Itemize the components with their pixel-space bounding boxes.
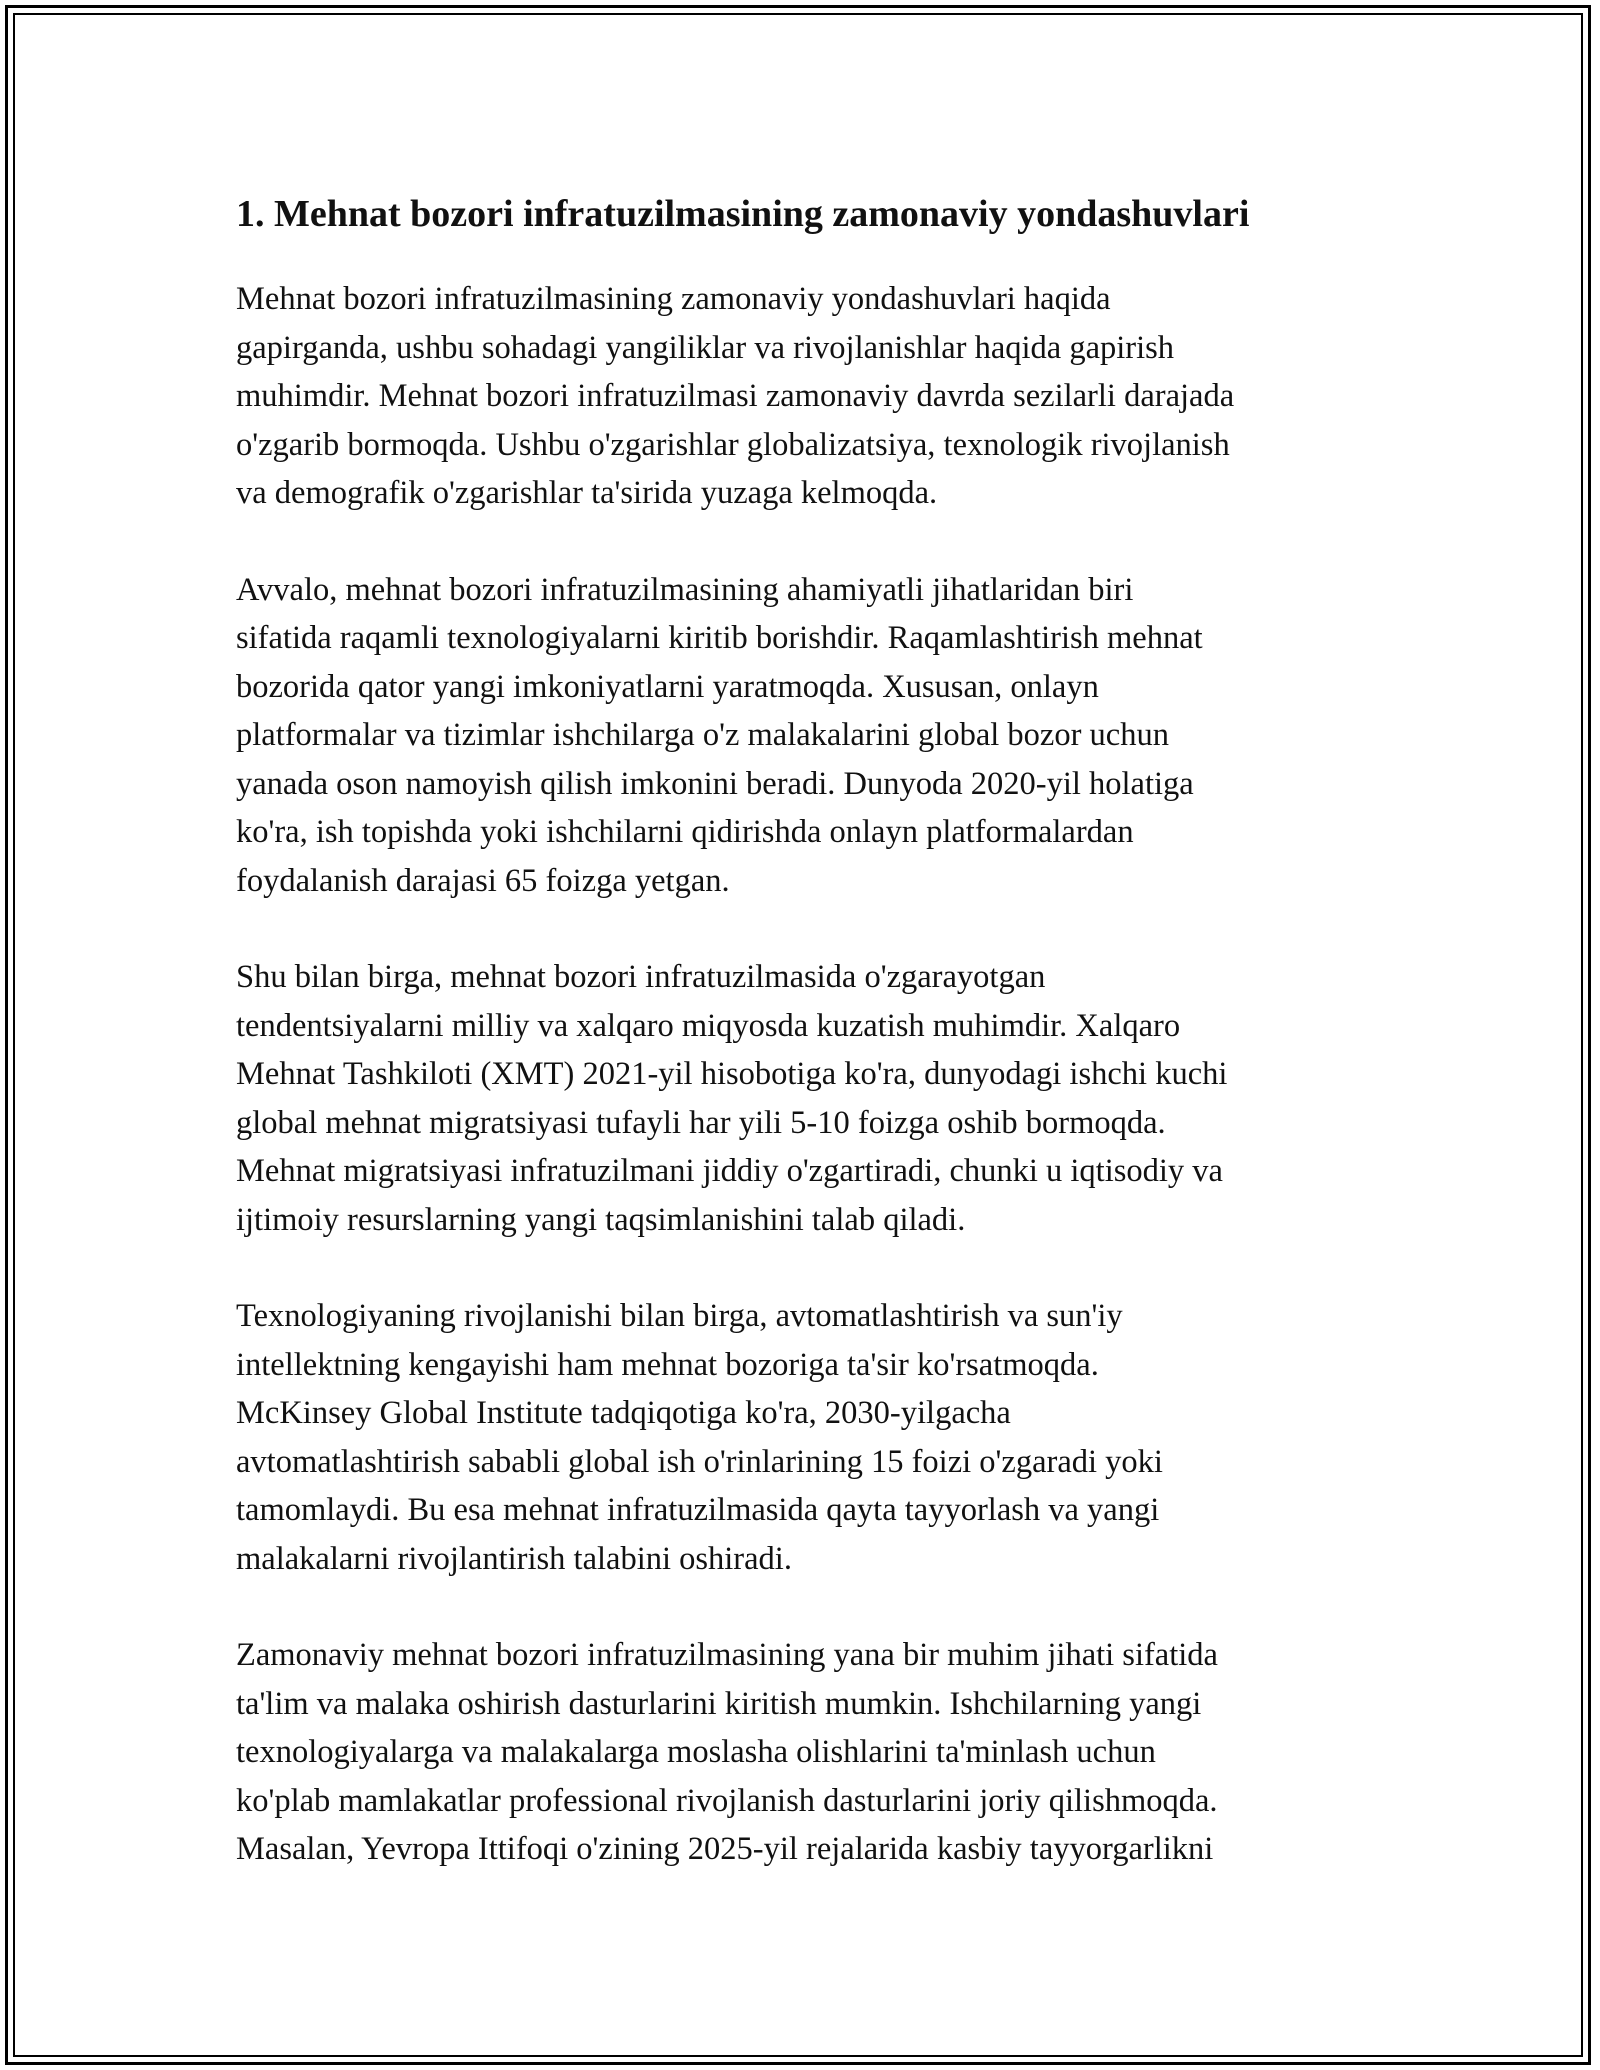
paragraph-1: Mehnat bozori infratuzilmasining zamonaviy yondashuvlari haqida gapirganda, ushbu sohadagi yangiliklar va rivojlanishlar haqida gapirish muhimdir. Mehnat bozori infratuzilmasi zamonaviy davrda sezilarli darajada o'zgarib bormoqda. Ushbu o'zgarishlar globalizatsiya, texnologik rivojlanish va demografik o'zgarishlar ta'sirida yuzaga kelmoqda. [236, 281, 1235, 511]
section-title: 1. Mehnat bozori infratuzilmasining zamonaviy yondashuvlari [236, 193, 1250, 235]
paragraph-4: Texnologiyaning rivojlanishi bilan birga, avtomatlashtirish va sun'iy intellektning kengayishi ham mehnat bozoriga ta'sir ko'rsatmoqda. McKinsey Global Institute tadqiqotiga ko'ra, 2030-yilgacha avtomatlashtirish sababli global ish o'rinlarining 15 foizi o'zgaradi yoki tamomlaydi. Bu esa mehnat infratuzilmasida qayta tayyorlash va yangi malakalarni rivojlantirish talabini oshiradi. [236, 1298, 1163, 1577]
paragraph-3: Shu bilan birga, mehnat bozori infratuzilmasida o'zgarayotgan tendentsiyalarni milliy va xalqaro miqyosda kuzatish muhimdir. Xalqaro Mehnat Tashkiloti (XMT) 2021-yil hisobotiga ko'ra, dunyodagi ishchi kuchi global mehnat migratsiyasi tufayli har yili 5-10 foizga oshib bormoqda. Mehnat migratsiyasi infratuzilmani jiddiy o'zgartiradi, chunki u iqtisodiy va ijtimoiy resurslarning yangi taqsimlanishini talab qiladi. [236, 959, 1228, 1238]
paragraph-2: Avvalo, mehnat bozori infratuzilmasining ahamiyatli jihatlaridan biri sifatida raqamli texnologiyalarni kiritib borishdir. Raqamlashtirish mehnat bozorida qator yangi imkoniyatlarni yaratmoqda. Xususan, onlayn platformalar va tizimlar ishchilarga o'z malakalarini global bozor uchun yanada oson namoyish qilish imkonini beradi. Dunyoda 2020-yil holatiga ko'ra, ish topishda yoki ishchilarni qidirishda onlayn platformalardan foydalanish darajasi 65 foizga yetgan. [236, 571, 1203, 899]
paragraph-5: Zamonaviy mehnat bozori infratuzilmasining yana bir muhim jihati sifatida ta'lim va malaka oshirish dasturlarini kiritish mumkin. Ishchilarning yangi texnologiyalarga va malakalarga moslasha olishlarini ta'minlash uchun ko'plab mamlakatlar professional rivojlanish dasturlarini joriy qilishmoqda. Masalan, Yevropa Ittifoqi o'zining 2025-yil rejalarida kasbiy tayyorgarlikni [236, 1637, 1218, 1867]
document-body [236, 183, 1376, 1922]
